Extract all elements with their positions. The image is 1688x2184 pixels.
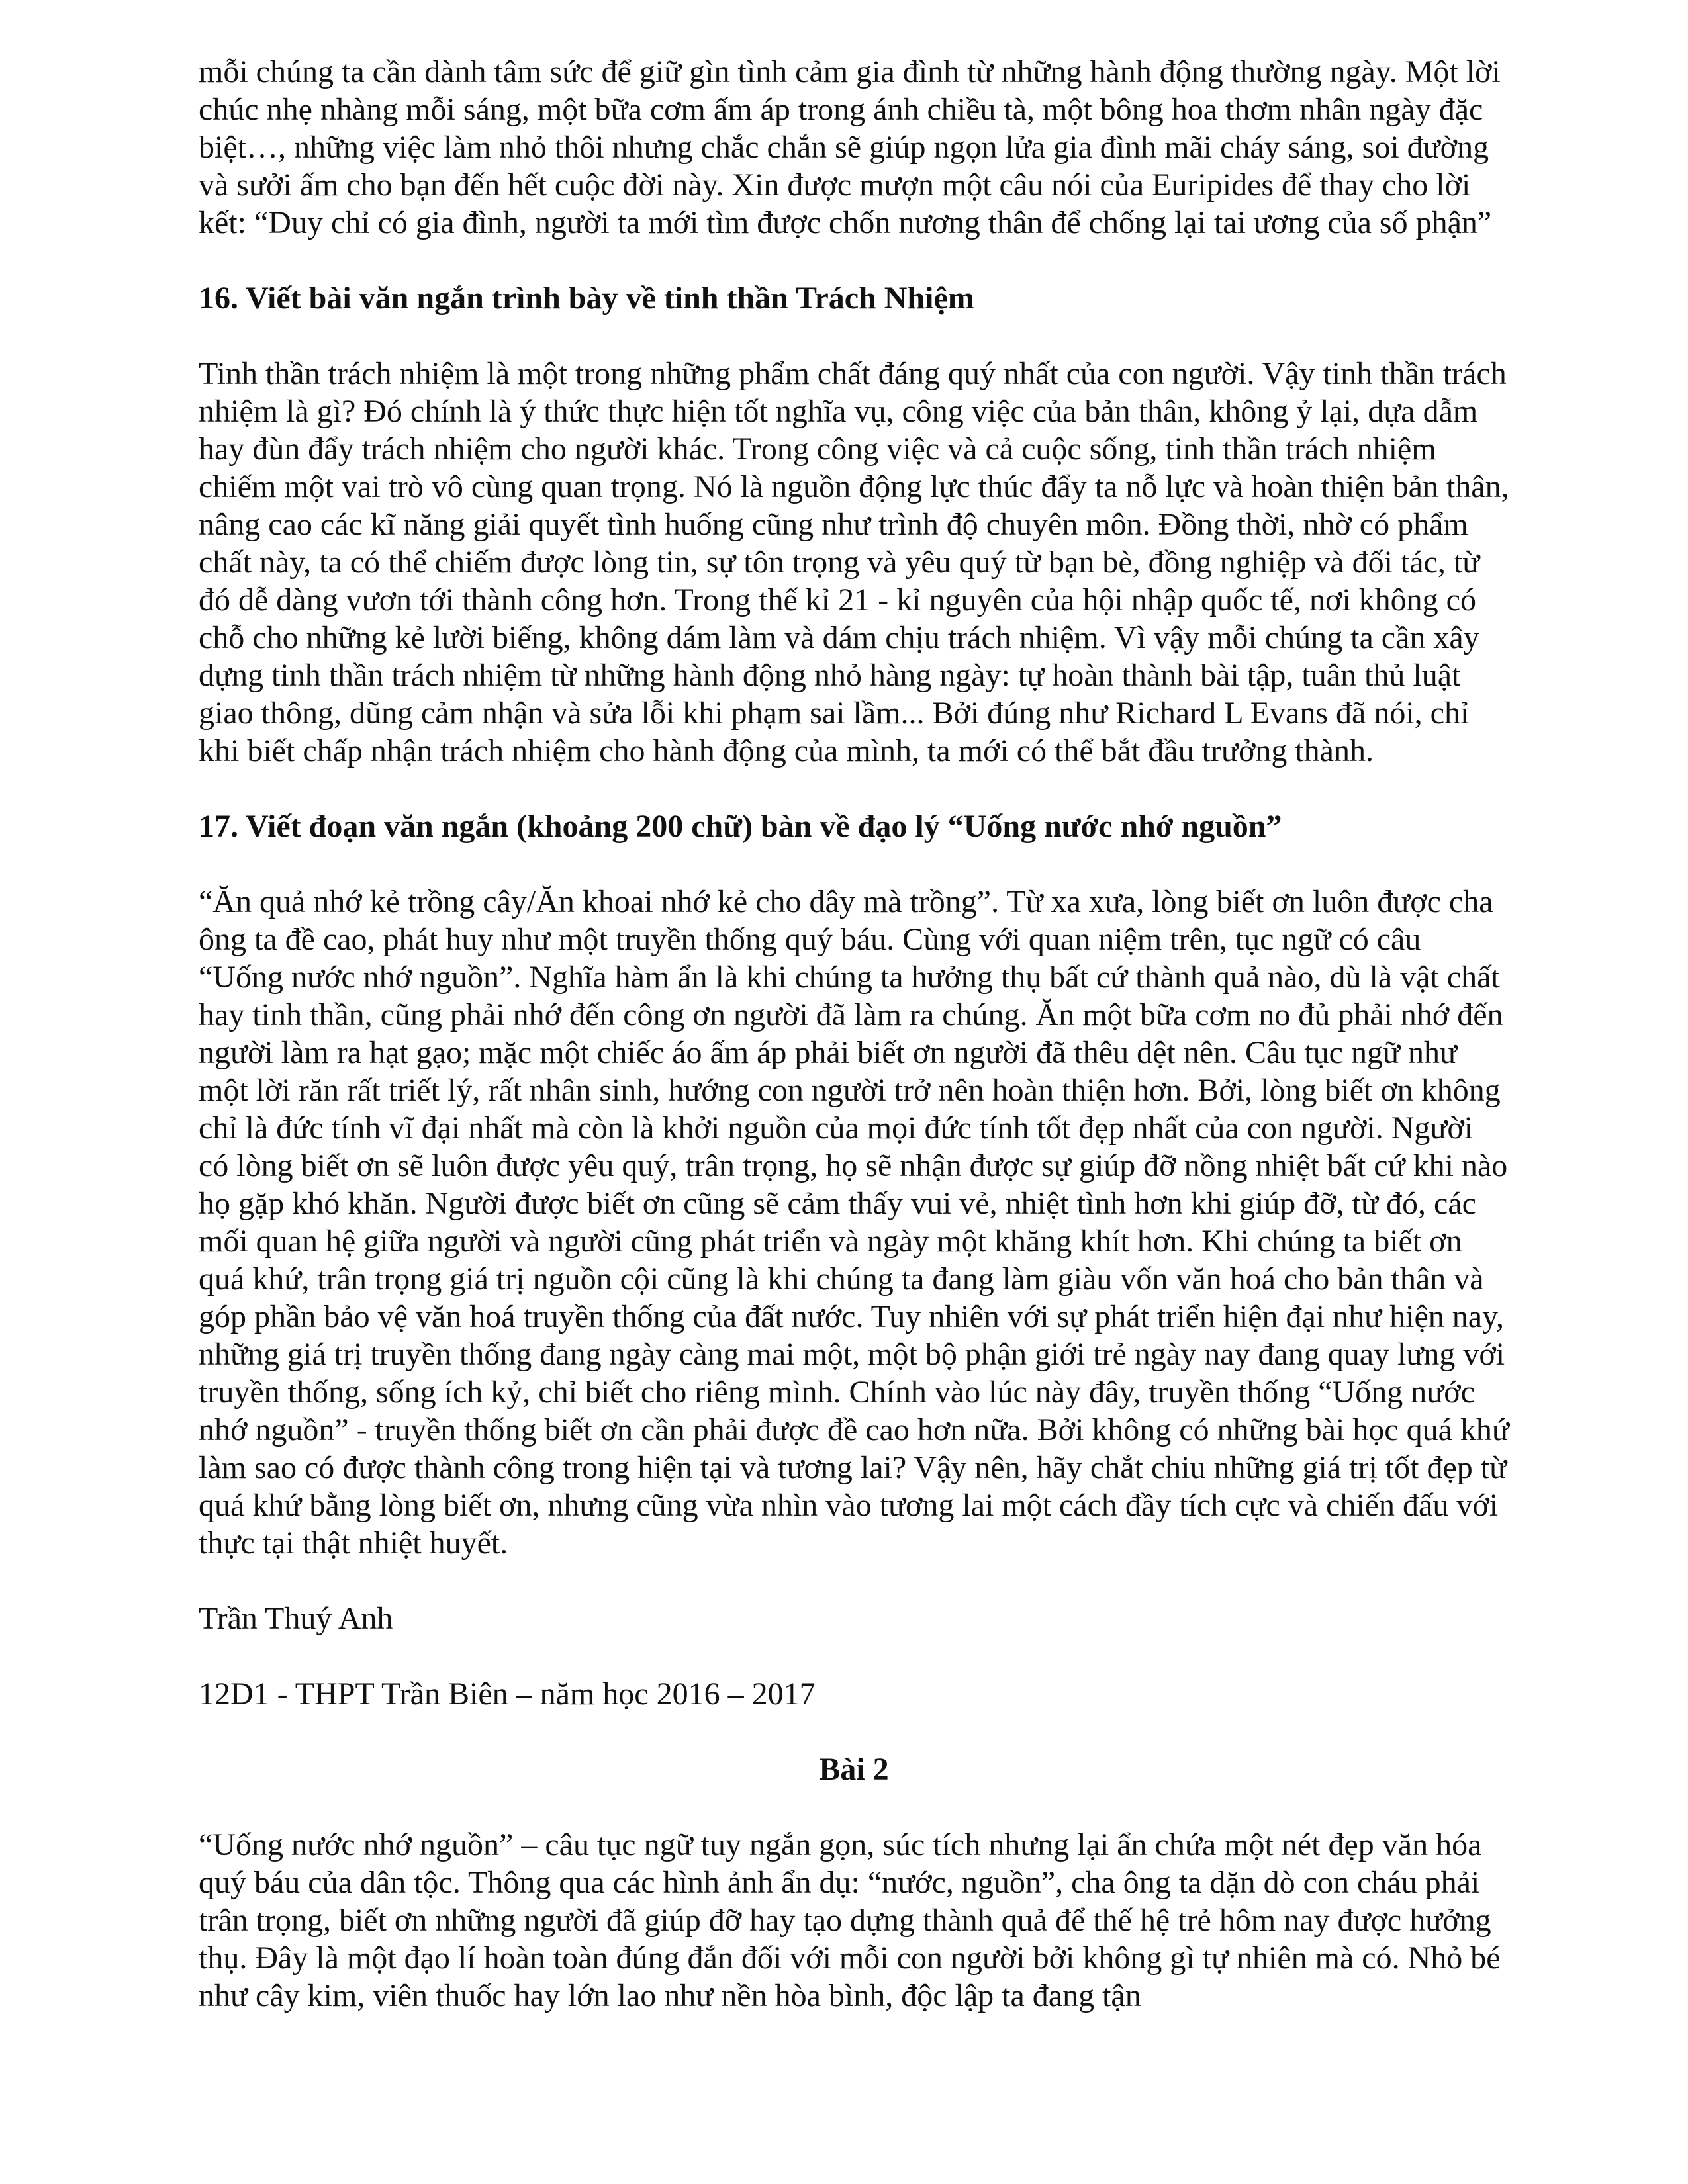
spacer (199, 770, 1509, 807)
section-16-body: Tinh thần trách nhiệm là một trong những phẩm chất đáng quý nhất của con người. Vậy tinh thần trách nhiệm là gì? Đó chính là ý thức thực hiện tốt nghĩa vụ, công việc của bản thân, không ỷ lại, dựa dẫm hay đùn đẩy trách nhiệm cho người khác. Trong công việc và cả cuộc sống, tinh thần trách nhiệm chiếm một vai trò vô cùng quan trọng. Nó là nguồn động lực thúc đẩy ta nỗ lực và hoàn thiện bản thân, nâng cao các kĩ năng giải quyết tình huống cũng như trình độ chuyên môn. Đồng thời, nhờ có phẩm chất này, ta có thể chiếm được lòng tin, sự tôn trọng và yêu quý từ bạn bè, đồng nghiệp và đối tác, từ đó dễ dàng vươn tới thành công hơn. Trong thế kỉ 21 - kỉ nguyên của hội nhập quốc tế, nơi không có chỗ cho những kẻ lười biếng, không dám làm và dám chịu trách nhiệm. Vì vậy mỗi chúng ta cần xây dựng tinh thần trách nhiệm từ những hành động nhỏ hàng ngày: tự hoàn thành bài tập, tuân thủ luật giao thông, dũng cảm nhận và sửa lỗi khi phạm sai lầm... Bởi đúng như Richard L Evans đã nói, chỉ khi biết chấp nhận trách nhiệm cho hành động của mình, ta mới có thể bắt đầu trưởng thành. (199, 356, 1509, 768)
author-school: 12D1 - THPT Trần Biên – năm học 2016 – 2017 (199, 1676, 816, 1711)
section-17-heading: 17. Viết đoạn văn ngắn (khoảng 200 chữ) bàn về đạo lý “Uống nước nhớ nguồn” (199, 809, 1282, 844)
spacer (199, 1637, 1509, 1675)
bai-2-body: “Uống nước nhớ nguồn” – câu tục ngữ tuy ngắn gọn, súc tích nhưng lại ẩn chứa một nét đẹp văn hóa quý báu của dân tộc. Thông qua các hình ảnh ẩn dụ: “nước, nguồn”, cha ông ta dặn dò con cháu phải trân trọng, biết ơn những người đã giúp đỡ hay tạo dựng thành quả để thế hệ trẻ hôm nay được hưởng thụ. Đây là một đạo lí hoàn toàn đúng đắn đối với mỗi con người bởi không gì tự nhiên mà có. Nhỏ bé như cây kim, viên thuốc hay lớn lao như nền hòa bình, độc lập ta đang tận (199, 1827, 1501, 2013)
bai-2-title: Bài 2 (819, 1752, 889, 1787)
spacer (199, 845, 1509, 883)
section-16-heading: 16. Viết bài văn ngắn trình bày về tinh thần Trách Nhiệm (199, 281, 974, 316)
spacer (199, 242, 1509, 279)
author-name: Trần Thuý Anh (199, 1601, 393, 1636)
spacer (199, 1713, 1509, 1751)
document-page (199, 53, 1509, 2015)
spacer (199, 1562, 1509, 1600)
intro-paragraph: mỗi chúng ta cần dành tâm sức để giữ gìn tình cảm gia đình từ những hành động thường ngày. Một lời chúc nhẹ nhàng mỗi sáng, một bữa cơm ấm áp trong ánh chiều tà, một bông hoa thơm nhân ngày đặc biệt…, những việc làm nhỏ thôi nhưng chắc chắn sẽ giúp ngọn lửa gia đình mãi cháy sáng, soi đường và sưởi ấm cho bạn đến hết cuộc đời này. Xin được mượn một câu nói của Euripides để thay cho lời kết: “Duy chỉ có gia đình, người ta mới tìm được chốn nương thân để chống lại tai ương của số phận” (199, 54, 1501, 240)
section-17-body: “Ăn quả nhớ kẻ trồng cây/Ăn khoai nhớ kẻ cho dây mà trồng”. Từ xa xưa, lòng biết ơn luôn được cha ông ta đề cao, phát huy như một truyền thống quý báu. Cùng với quan niệm trên, tục ngữ có câu “Uống nước nhớ nguồn”. Nghĩa hàm ẩn là khi chúng ta hưởng thụ bất cứ thành quả nào, dù là vật chất hay tinh thần, cũng phải nhớ đến công ơn người đã làm ra chúng. Ăn một bữa cơm no đủ phải nhớ đến người làm ra hạt gạo; mặc một chiếc áo ấm áp phải biết ơn người đã thêu dệt nên. Câu tục ngữ như một lời răn rất triết lý, rất nhân sinh, hướng con người trở nên hoàn thiện hơn. Bởi, lòng biết ơn không chỉ là đức tính vĩ đại nhất mà còn là khởi nguồn của mọi đức tính tốt đẹp nhất của con người. Người có lòng biết ơn sẽ luôn được yêu quý, trân trọng, họ sẽ nhận được sự giúp đỡ nồng nhiệt bất cứ khi nào họ gặp khó khăn. Người được biết ơn cũng sẽ cảm thấy vui vẻ, nhiệt tình hơn khi giúp đỡ, từ đó, các mối quan hệ giữa người và người cũng phát triển và ngày một khăng khít hơn. Khi chúng ta biết ơn quá khứ, trân trọng giá trị nguồn cội cũng là khi chúng ta đang làm giàu vốn văn hoá cho bản thân và góp phần bảo vệ văn hoá truyền thống của đất nước. Tuy nhiên với sự phát triển hiện đại như hiện nay, những giá trị truyền thống đang ngày càng mai một, một bộ phận giới trẻ ngày nay đang quay lưng với truyền thống, sống ích kỷ, chỉ biết cho riêng mình. Chính vào lúc này đây, truyền thống “Uống nước nhớ nguồn” - truyền thống biết ơn cần phải được đề cao hơn nữa. Bởi không có những bài học quá khứ làm sao có được thành công trong hiện tại và tương lai? Vậy nên, hãy chắt chiu những giá trị tốt đẹp từ quá khứ bằng lòng biết ơn, nhưng cũng vừa nhìn vào tương lai một cách đầy tích cực và chiến đấu với thực tại thật nhiệt huyết. (199, 884, 1509, 1561)
spacer (199, 317, 1509, 355)
spacer (199, 1788, 1509, 1826)
